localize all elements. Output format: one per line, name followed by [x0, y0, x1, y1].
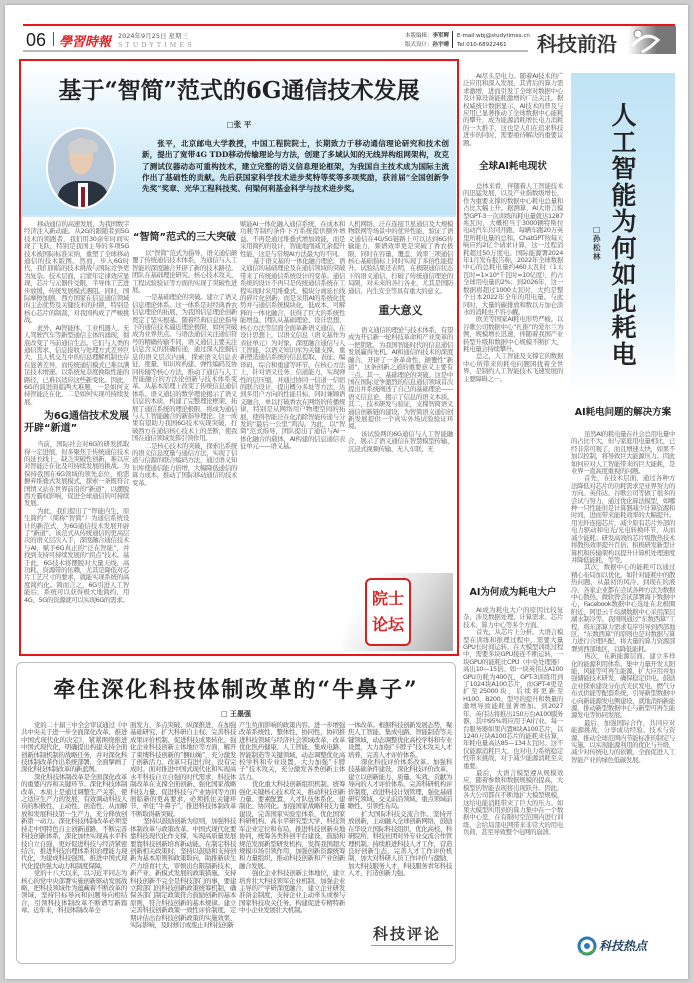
paragraph: 虽然AI的耗电量在社会总用电量中的占比不大，但与家庭用电量相比，已经非常可观了，而且增速太快，如果不加以控制，将导致巨大能源压力。因此如何应对人工智能带来的巨大能耗，是业界一直高度重视的问题。 — [571, 430, 675, 476]
paragraph: 此外，AI智能体、工业机器人、无人驾驶汽车等新型通信主体的涌现，彻底改变了当前通信生态。它们与人类的通信需求、信息接收与处理方式差异巨大，且人机交互中的信息理解机制也存在显著差异，而传统通信模式已难以满足技术增速。以系统复杂度换取性能的路径，已难以适应这些新变化。因此，6G的演进面临两大难题，一是如何支持智能泛在化，二是如何实现可持续发展。 — [24, 323, 129, 406]
telephone: Tel:010-68922461 — [457, 42, 507, 48]
paragraph: 产生负面影响的政策内容。进一步增强改革系统性、整体性、协同性，协同推进科技领域与经济社会领域改革，改革优化医药健康、人工智能、集成电路、智能制造等关键领域，动态调整优化高校学科和专业设置，大力加强“卡脖子”技术攻关，充分激发各类创新主体活力。 — [239, 721, 345, 781]
paragraph: 强化企业科技创新主体地位，建立培育壮大科技领军企业机制，加强企业主导的产学研深度融合，建立企业研发准备金制度，支持企业主动牵头或参与国家科技攻关任务。构建促进专精特新中小企业发展壮大机制。 — [239, 869, 345, 915]
paragraph: 总体来看，伴随着人工智能技术的迅猛发展，以及产业指数级增长，作为重要支撑的数据中心耗电总量和占比大幅上升。据测算，AI大语言模型GPT-3一次训练的耗电量就达1287兆瓦时，大概相当于3000辆特斯拉电动汽车共同开跑、每辆车跑20万英里所耗电量的总和。ChatGPT按每天响应约2亿个请求计算，这一过程消耗超过50万度电。国际能源署2024年1月发布报告称，2022年全球数据中心的总耗电量约460太瓦时（1太瓦时=1×10⁹千瓦时=10亿度），约占全球用电量的2%；到2026年，这一数据将超过1000太瓦时，大约是整个日本2022年全年的用电量。与此同时，大量的碳排放和数以万加仑淡水的消耗也不容小觑。 — [463, 182, 563, 316]
section-heading-solutions: AI耗电问题的解决方案 — [574, 407, 672, 418]
logo-label: 科技评论 — [373, 925, 442, 943]
academician-forum-stamp — [343, 573, 453, 651]
article-reform-col2 — [130, 722, 236, 929]
article-6g-col4-bottom — [348, 327, 453, 453]
paragraph: 人机网络、泛在连接卫星通信及大规模物联网等场景中的优异性能，验证了语义通信在4G/5G链路上可以达到6G传输能力，频谱效率更是突破了香农极限，同时在容量、覆盖、效率三项通信核心基础指标上同时实现了多倍性能提升。试验结果还表明，在极限通信状态下的语义通信，打破了传统通信理论的局限，对未来的各行各业，尤其是国防通信、内生安全等具有重大的意义。 — [348, 220, 453, 295]
header-red-rule — [23, 24, 675, 26]
article-ai-title: 人工智能为何如此耗电 — [611, 101, 637, 369]
article-6g-col1 — [24, 221, 129, 604]
header-grey-rule — [23, 50, 528, 52]
paragraph: 语义通信的理论与技术体系，有望成为开启新一轮科技革命和产业变革的一把钥匙，为我国智能时代的信息通信发展赢得先机。AI和通信的技术的深度融合，开辟了一条革命性、颠覆性“新道”，这条创新之道的重要意义主要有三点。其一，基础理论的突破。这是中国在国际竞争激烈的信息通信领域首次提出并系统阐述了自己的基础理论——语义信息论，揭示了信息的语义本质。其二，技术研发与验证，支撑智简语义通信创新链的建设，为智简语义通信创新发展提供一个真实外场试验验证环境。 — [348, 326, 453, 431]
paragraph: 深化科技体制改革是全面深化改革的重要内容和关键环节。深化科技体制改革，本质上是通过调整生产关系，使之适应生产力的发展，有效调动科技人员的积极性、主动性、创造性，从而解放和发展科技第一生产力，充分释放创新第一动力。深化科技体制改革必须坚持走中国特色自主创新道路，不断完善科技创新体系，深化加快实现高水平科技自立自强，更好促进科技与经济紧密结合，推进科技治理体系和治理能力现代化，为建成科技强国、推进中国式现代化提供强大动力和制度保障。 — [21, 772, 127, 870]
article-reform-title: 牵住深化科技体制改革的“牛鼻子” — [53, 677, 419, 703]
section-logo-icon — [628, 26, 676, 54]
article-6g-col4-top — [348, 221, 453, 295]
article-ai-intro — [463, 73, 563, 157]
section-heading-why-ai-power-hungry: AI为何成为耗电大户 — [469, 587, 557, 598]
section-heading-global-ai-power: 全球AI耗电现状 — [479, 161, 547, 172]
designer-name: 孙宇晴 — [432, 42, 449, 48]
paragraph: 首先，在技术层面，通过各种方法降低对芯片的功耗需求是业界努力的方向。英伟达、谷歌公司等做了很多的尝试与努力，通过优化算法模型，如哪种一只性能但是计算器减少计算资源和时间，进而带来能耗效率的大幅提升。用光纤连接芯片，减少原有芯片外部的电力驱动和电光/光电转换环节，从而减少能耗；研发高效的芯片级散热技术将散热效率提升百倍；积极研发新型计算机和传输架构以提升计算机处理速度并降低能耗，等等。 — [571, 474, 675, 564]
paragraph: 深化科技评价体系改革。加强科技基础条件建设，深化科技评价改革，建立以创新能力、质量、实效、贡献为导向的人才评价体系。完善科研机构评价制度，改进科技计划管理，强化基础研究领域、交叉前沿领域、重点领域前瞻性、引领性布局。 — [348, 758, 452, 811]
paragraph: 其次，数据中心的能耗可以通过精心布局加以优化。如针对能耗中的散热问题，从最初的风冷、到现在的液冷，各家企业都在尝试各种方法为数据中心散热。微软曾尝试部署海下数据中心，Facebook数据中心选址在北极圈附近，阿里云千岛湖数据中心采用深层湖水制冷等。我国则通过“东数西算”工程，将东部算力需求有序引导到西部地区，“东数西算”的原则也是对数据与算力进行合理匹配，将大量的算力资源部署到西部地区，以降低能耗。 — [571, 563, 675, 653]
paragraph: 扩大国际科技交流合作。坚持开放创新，主动融入全球创新网络，鼓励在华设立国际科技组织，优化高校、科研院所、科技社团对外专业交流合作管理机制。持续推进科技人才工作，营造良好创新生态，完善人才工作评价机制，加大对科研人员工作评价与激励，加大科技服务人才，科技服务青年科技人才，打造创新力强。 — [348, 809, 452, 878]
divider — [53, 32, 54, 46]
article-reform-col1 — [21, 722, 127, 915]
article-6g-col3 — [240, 221, 345, 451]
newspaper-page — [5, 5, 688, 979]
paragraph: 优化重大科技创新组织机制。统筹强化关键核心技术攻关，推动科技创新力量、要素配置、人才队伍体系化、建制化、协同化。加强国家战略科技力量建设，完善国家实验室体系，优化国家科研机构、高水平研究型大学、科技领军企业定位和布局，推进科技创新央地协同，统筹各类科创平台建设，鼓励和规范发展新型研发机构，发挥我国超大规模市场引领作用，加强创新资源统筹和力量组织，推动科技创新和产业创新融合发展。 — [239, 780, 345, 870]
paragraph: 最后，大语言模型遵从规模效应，随着参数和数据规模的提高，大模型的智能表现将出现跃升。因此，各大公司都在不断地扩大模型规模，这给电能消耗带来了巨大的压力。如果大模型所用到的算力集中在一个数据中心里，在有限时空范围内进行训练，会给局部电网带来非常大的用电负荷，甚至导致整个电网的崩溃。 — [463, 768, 563, 837]
article-reform-col4 — [348, 722, 452, 878]
editor-credits — [385, 32, 449, 50]
paragraph: 首先，从芯片上分析。大语言模型在训练和推理过程中，需要大量GPU长时间运转。在大模型训练过程中，需要多块GPU接连不断运转，一块GPU的能耗比CPU（中央处理器）高出10—15倍。如一块英伟达A100 GPU功耗为400瓦，GPT-3训练用到了1024块A100芯片，而GPT-4更是扩至25000块，后续将更新至H100、B200。型号的提升和数量的激增导致能耗显著增加。到2027年，英伟达将推出150万台A100服务器，其中95%将应用于AI行业。每一台服务器如果内置8块A100芯片，以1240万块A100芯片的能耗来估算，年耗电量高达85—134太瓦时。这不仅能源消耗巨大，也对电力系统稳定性带来挑战，对于减少能源消耗至关重要。 — [463, 628, 563, 770]
tech-hotspot-logo — [577, 935, 667, 961]
paragraph: 基于语义基的一体化融合理论，语义通信的基础理论及在通信领域的突破带来了传统通信系统设计的变革。通信系统的设计不再只是传统通信系统在工程实现时采用堆叠式、模块分离延长线的碎片化创新，而是采用AI的系统化优势并与通信系统模块化，低成本、可解释的一体化融合，获得了巨大的系统性能增益。团队从基础理论、设计思想、核心方法等层面全面革新语义通信。在设计思想上，以语义信息（语义基作为表征单元）为对象，深度融合通信与人工智能，以语义知识库为关键支撑，重新塑造通信系统的信息提取、表征、编译码、综合和重建等环节。在核心方法上，针对语义任务、信道能力，实现弹性的层压缩，并通过协同一信道一信宿的联合设计，提出概分多址等方法，达到多用户方向的性能目标，同时兼顾语义融合，单以打破香农在网络的传播规律，特别是从网络用户物理空间的拓展，使得智能泛在化消除智能传递与分发的“最后一公里”鸿沟。为此，以“智简”范式指导，团队提出了通信与AI一体化融合的载体，AI构建的信息通信表征单元——语义基。 — [240, 257, 345, 451]
paragraph: 总之，人工智能及支撑它的数据中心所带来的耗电问题困扰着全世界，是制约人工智能技术飞速发展的主要障碍之一。 — [463, 352, 563, 383]
article-ai-author: □孙松林 — [593, 225, 601, 261]
paper-logo: 學習時報 — [59, 35, 112, 50]
article-6g-col1-top — [24, 221, 129, 406]
author-bio: 张平，北京邮电大学教授，中国工程院院士，长期致力于移动通信理论研究和技术创新，提出了宽带4G TDD移动传输理论与方法，创建了多域认知的无线异构组网架构，攻克了测试仪器动态可重构技术，建立完整的语义信息理论框架，为我国自主技术成为国际主流作出了基础性的贡献。先后获国家科学技术进步奖特等奖等多项奖励，获首届“全国创新争先奖”奖章、光华工程科技奖、何梁何利基金科学与技术进步奖。 — [142, 139, 449, 194]
paragraph: 以“智简”范式为指导，语义通信颠覆了传统通信技术体系，为通信与人工智能的深度融合开辟了新的技术路径。团队在基础理论研究、核心技术攻关、工程试验验证等方面的实现了突破性进展。 — [132, 249, 237, 295]
editor-label: 本版编辑： — [404, 33, 433, 39]
tech-commentary-logo — [371, 921, 453, 955]
paragraph: 面发力、多点突破、纵深推进，在加强基础研究、扩大科研自主权、完善科技成果评价机制、促进科技成果转化、强化企业科技创新主体地位等方面，解开了束缚科技创新的“捆仙绳”，充分激发了创新活力。改革只有进行时，没有完成时。面对推进中国式现代化和实现高水平科技自立自强的时代需求，科技体制改革在支撑全面创新、强化国家战略科技力量、促进科技与产业协同等方面面临新的更高要求，必须抓住关键环节，牵住“牛鼻子”，推进科技体制改革不断取得新突破。 — [130, 721, 236, 818]
designer-label: 版式设计： — [404, 42, 433, 48]
paragraph: 最后，加强国际合作，共同应对能源挑战，分享成功经验、技术与资源，推动全球范围内节能标准的制定与实施。以实现能源利用的优化与升级，减少对传统电力的依赖，全面促进人工智能产业的绿色低碳发展。 — [571, 718, 675, 764]
article-ai-colA — [463, 73, 563, 837]
article-6g-col2-text — [132, 250, 237, 487]
heading-line: 开辟“新道” — [24, 423, 78, 435]
section-heading-new-path — [24, 411, 129, 435]
editor-name: 李军辉 — [432, 33, 449, 39]
article-ai-colA-bottom — [463, 607, 563, 837]
paragraph: AI尽头是电力。随着AI技术的广泛应用和深入发展，其背后的算力需求激增，进而引发了全球对数据中心及计算设备能耗激增的广泛关注。据权威统计数据显示，AI技术的普及与应用已显著推动了全球数据中心能耗的攀升，成为能源消耗增长电力消耗的一大推手，这也是人们在追求科技进步的同时，需要亟待解决的重要议题。 — [463, 72, 563, 147]
section-heading-three-breakthroughs: “智简”范式的三大突破 — [132, 232, 237, 243]
article-6g-col4 — [348, 221, 453, 453]
paragraph: 一是基础理论的突破。建立了语义信息理论体系。这一体系是对经典香农信息理论的拓展，为我国信息理论创新奠定了坚实根基。随着经典信息论指导下的通信技术逼近理论极限，如何突破成为业界焦点。与语法通信关注通信符号的精确传输不同，语义通信主要关注信息含义的准确传递，通过深入挖掘信息的语义层次内涵，探索语义信息表征、度量、知识库构建、弹性编码及协同传输等核心方法，推动了通信与人工智能融合的方法论创新与技术体系变革。从基本原理上改变了传统信息通信体系。语义通信的数学理论揭示了语义信息的本质，构建了完整理论框架，拓展了通信系统的理论极限，将成为通信与人工智能融合的新指导理论。这一成果有望助力我国6G技术实现突破，打破西方在通信核心技术上的垄断，使我国在通信领域发挥引领作用。 — [132, 293, 237, 443]
article-reform-col3 — [239, 722, 345, 915]
author-photo — [46, 127, 116, 209]
paragraph: 坚持以鼓励创新为原则，加强科技体制改革与政策改革。中国式现代化要靠科技现代化作支撑，实现高质量发展要靠科技创新培育新动能。在制定科技创新相关政策时，坚持以鼓励和支持创新为基本原则和政策取向，助推新质生产力培育壮大，审慎出台限制新技术、新产业、新模式发展的政策措施。支持科技创新不完全是科技部门的事，要建立跨部门的科技创新政策统筹机制，确保各部门制定政策符合鼓励创新的基本原则，符合科技创新的基本规律。建立完善科技创新政策一致性评价制度，定期评估出台科技创新政策的实施效果、实际影响，及时修订或废止对科技创新 — [130, 817, 236, 929]
article-ai-colB-text — [571, 431, 675, 764]
paragraph: 为此，我们提出了“智能内生，原生简约”（简称“智简”）为通信系统设计的新范式，为6G通信技术发展开辟了“新道”。该范式从传统通信的更高层次的语义层次入手，深度融合通信技术与AI，赋予6G真正的“泛在智能”，并找到支持可持续发展的“拐点”技术。基于此，6G技术将摆脱对大量天线、高功耗、资源带的依赖，尤其是降低对芯片工艺尺寸的要求，就能实现系统的高度简约化。简而言之，6G引进人工智能后，系统可以获得极大地简约，用4G、5G的资源就可以实现6G的需求。 — [24, 506, 129, 604]
divider — [452, 31, 453, 48]
article-6g-author: □张 平 — [226, 120, 252, 129]
paragraph: 该试验网的6G通信与人工智能融合，展示了语义通信在智慧模型传输、沉浸式视频传输、无人车联、无 — [348, 429, 453, 453]
logo-text: 科技热点 — [599, 939, 648, 953]
article-6g-col3-text — [240, 221, 345, 451]
article-6g-title: 基于“智简”范式的6G通信技术发展 — [58, 77, 420, 104]
paragraph: 党的十八大以来，以习近平同志为核心的党中央部署实施创新驱动发展战略，把科技领域作为蕴藏着不断改革的领域，坚持目标导向和问题导向相结合，引领科技体制改革不断谱写新篇章。近年来，科技体制改革全 — [21, 869, 127, 915]
paragraph: 再次，在新能源层面，建立多样化的能源利用体系。集中力量开发太阳能、风能等可再生能源，扩大应用并加强储能技术研发，确保稳定供电。鼓励企业探索建设分布式光伏发电、燃气分布式供能等配套系统，引导新型数据中心向新能源发电侧建设，就地消纳新能源，推动新型数据中心与新型可再生能源发电等协同发展。 — [571, 652, 675, 720]
paragraph: AI成为耗电大户的原因比较复杂，涉及数据处理、计算需求、芯片技术、算力中心等多个方面。 — [463, 606, 563, 629]
article-ai-colA-mid — [463, 183, 563, 583]
article-reform-author: □ 王墨强 — [220, 710, 252, 718]
heading-line: 为6G通信技术发展 — [43, 411, 129, 423]
contact-info — [457, 32, 530, 50]
section-heading-significance: 重大意义 — [378, 304, 423, 318]
section-title: 科技前沿 — [537, 32, 617, 56]
email: E-mail:wbj@studytimes.cn — [457, 33, 530, 39]
stamp-text: 院士论坛 — [371, 589, 404, 634]
article-6g-col1-bottom — [24, 441, 129, 604]
paragraph: 移动通信的高速发展，为我国数字经济注入新动能。从2G的跟随者到5G技术的领跑者，我们用30余年时间实现了飞跃，特别是我国主导的多项5G技术被国际标准采纳，重塑了全球移动通信的技术版图。然而，步入6G时代，我们面临的技术挑战与国际竞争更为复杂。技术层面，启蒙年定律效应显现，芯片与元器件受限，半导体工艺进步放缓，传统发展模式遇阻。同时，国际摩擦加剧，西方国家在信息通信领域的主态优势及关键技术的封锁，特别是核心芯片的制裁，对我国构成了严峻挑战。 — [24, 220, 129, 325]
globe-logo-icon — [577, 935, 597, 957]
article-ai-colB — [571, 403, 675, 764]
paragraph: 当前，国际社会对6G的研发抓取得一定进展，但多聚焦于传统通信技术的延长线上，缺乏突破性创新，难以应对智能泛在化及可持续发展的挑战。为保持我国在6G领域的领先态位，亟需摒弃堆叠式发展模式，探索一条既符合国情又站在世界前沿的“新道”，以摆脱西方霸权影响，促进全球通信的可持续发展。 — [24, 440, 129, 508]
page-number: 06 — [26, 30, 47, 50]
article-6g-col2 — [132, 227, 237, 487]
paragraph: 欧美等国家AI耗电形势严峻。以谷歌公司数据中心“扎推”的爱尔兰为例，规模增长迅速，伴随着我国产业转型升级和数据中心规模不断扩大，耗电量会持续攀升。 — [463, 315, 563, 353]
paper-english-name: STUDYTIMES — [118, 41, 195, 49]
paragraph: 二是核心技术的突破，探索出系统的语义信息度量与通信方法，实现了信道与信源的联合编码方法，通过语义知识库使通信能力倍增，大幅降低通信的算力成本，推动了国际移动通信的技术变革。 — [132, 441, 237, 487]
issue-date: 2024年9月25日 星期三 — [118, 32, 189, 40]
paragraph: 赋能AI一体化融入通信系统，在成本和功耗等制约条件下方系统提供额外增益。不再是通过堆叠式增加效能，而是采用简约的设计，智能地削减冗余提升性能，这是与常规AI方法最大的不同。 — [240, 220, 345, 258]
paragraph: 一体改革。根据科技创新发展态势，聚焦人工智能、集成电路、智能制造等关键领域，动态调整优化高校学科和专业设置，大力加强“卡脖子”技术攻关人才培养，完善人才评价体系。 — [348, 721, 452, 759]
paragraph: 党的二十届三中全会审议通过《中共中央关于进一步全面深化改革、推进中国式现代化的决定》，紧紧围绕推进中国式现代化，明确提出构建支持全面创新体制机制的战略任务，并对深化科技体制改革作出系统部署，全面擘画了深化科技体制改革的新蓝图。 — [21, 721, 127, 774]
